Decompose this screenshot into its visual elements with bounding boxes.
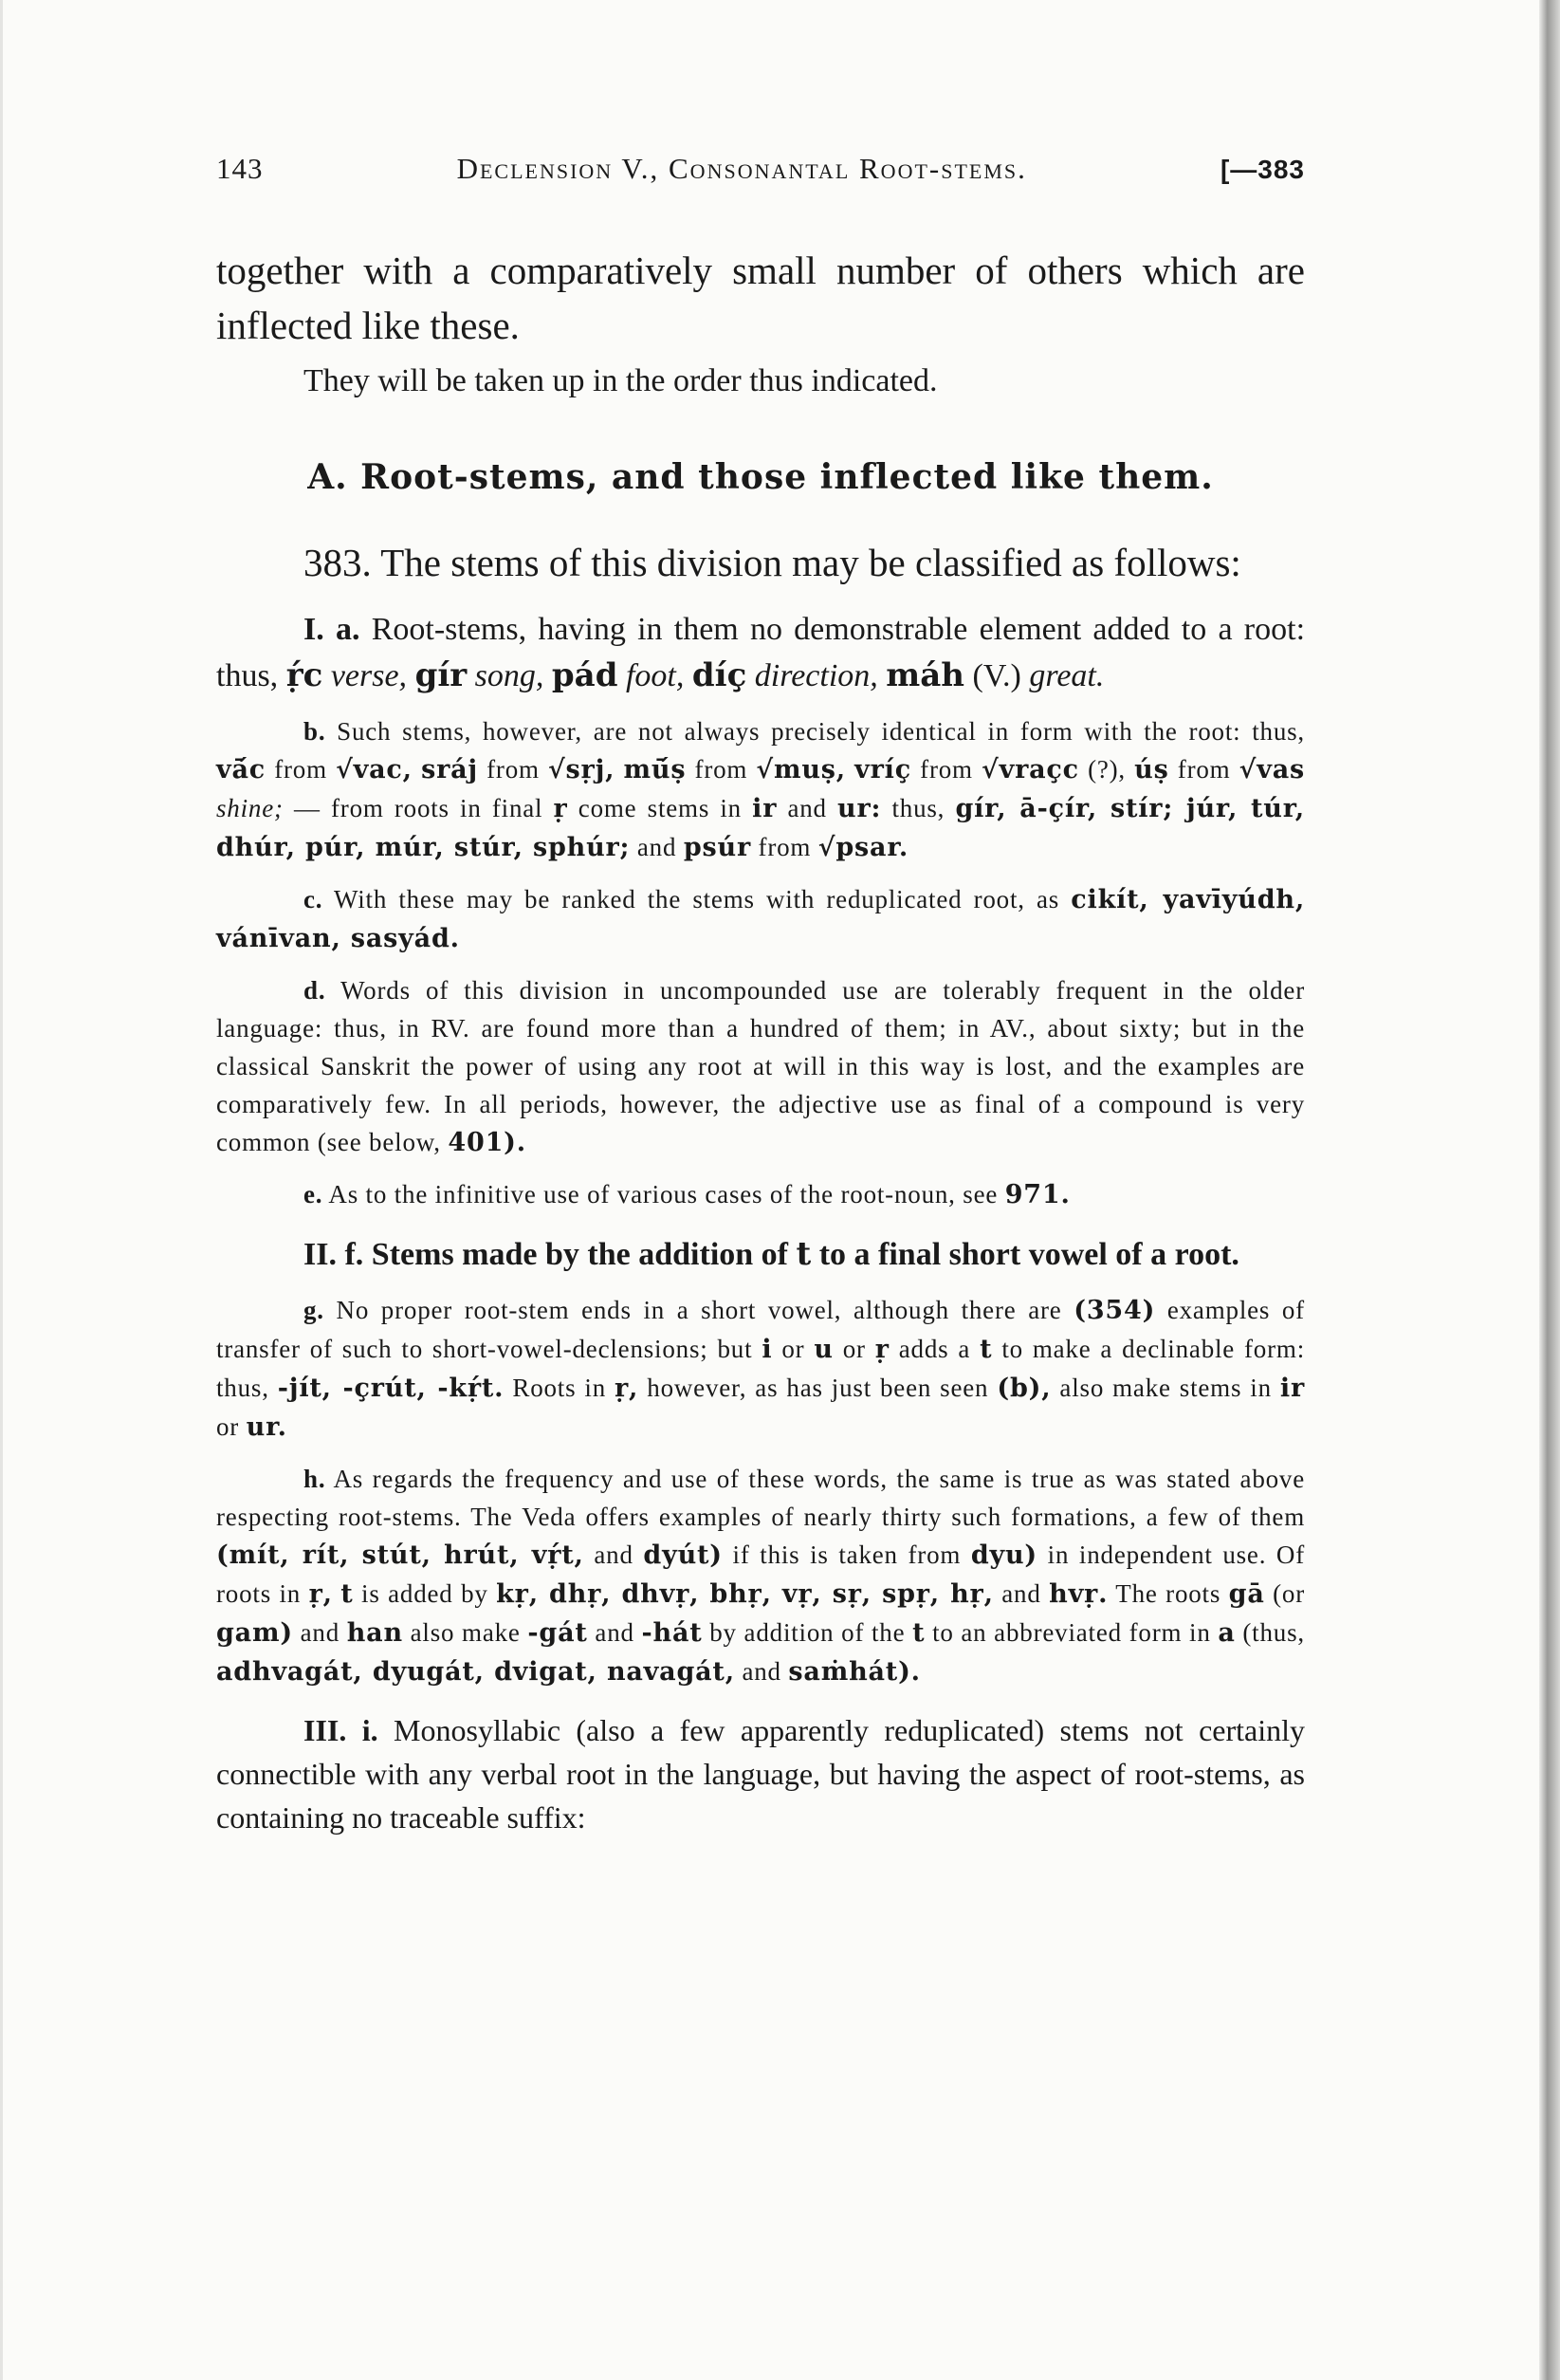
para-text: by addition of the xyxy=(709,1618,906,1647)
sanskrit-word: sráj xyxy=(421,755,478,784)
sanskrit-word-list: cikít, yavīyúdh, vánīvan, sasyád. xyxy=(216,885,1306,953)
paragraph-383: 383. The stems of this division may be classified as follows: xyxy=(303,541,1241,584)
para-text: and xyxy=(595,1618,634,1647)
para-text: or xyxy=(781,1335,805,1363)
sanskrit-root: √muṣ, xyxy=(756,755,846,784)
para-text: and xyxy=(742,1657,781,1686)
sanskrit-root: √vac, xyxy=(336,755,413,784)
para-text: and xyxy=(636,833,677,861)
cross-reference: (b), xyxy=(997,1374,1052,1403)
cross-reference: 401). xyxy=(448,1128,526,1157)
paragraph-III-i xyxy=(216,1708,1305,1839)
sanskrit-word-list: adhvagát, dyugát, dvigat, navagát, xyxy=(216,1657,735,1687)
page-number: 143 xyxy=(216,152,264,185)
para-text: and xyxy=(1001,1579,1041,1608)
para-text: and xyxy=(787,794,827,822)
para-text: No proper root-stem ends in a short vowel, although there are xyxy=(336,1296,1062,1324)
gloss: shine; xyxy=(216,794,284,822)
para-text: from xyxy=(920,755,973,784)
para-text: if this is taken from xyxy=(732,1541,962,1569)
para-text: also make xyxy=(410,1618,521,1647)
gloss: great. xyxy=(1029,658,1105,693)
sanskrit-word: mū́ṣ xyxy=(623,755,687,784)
para-text: As to the infinitive use of various cases of the root-noun, see xyxy=(328,1180,999,1208)
book-page xyxy=(216,152,1305,1839)
para-text: (?), xyxy=(1088,755,1126,784)
para-text: also make stems in xyxy=(1059,1374,1272,1402)
sanskrit-word: dyút) xyxy=(643,1541,723,1570)
paragraph-b xyxy=(216,712,1305,867)
sanskrit-letter: ṛ, xyxy=(615,1374,639,1403)
sanskrit-letter: ṛ xyxy=(874,1335,890,1364)
sanskrit-word-list: -jít, -çrút, -kṛ́t. xyxy=(277,1374,505,1403)
sanskrit-word: pád xyxy=(551,656,618,694)
para-text: from xyxy=(694,755,748,784)
sanskrit-letter: t xyxy=(980,1335,993,1364)
sanskrit-letter: t xyxy=(912,1618,926,1648)
sanskrit-word: han xyxy=(346,1618,403,1648)
section-marker: [—383 xyxy=(1220,155,1305,184)
para-text: With these may be ranked the stems with reduplicated root, as xyxy=(334,885,1060,913)
para-text: (thus, xyxy=(1242,1618,1305,1647)
para-text: come stems in xyxy=(578,794,742,822)
sanskrit-letter: t xyxy=(340,1579,354,1609)
para-text: Root-stems, having in them no demonstrable element added to a root: thus, xyxy=(216,612,1306,693)
sanskrit-word-list: (mít, rít, stút, hrút, vṛ́t, xyxy=(216,1541,584,1570)
para-text: to a final short vowel of a root. xyxy=(818,1237,1239,1272)
gloss: song, xyxy=(474,658,544,693)
para-text: to make a declinable form: thus, xyxy=(216,1335,1305,1402)
para-text: or xyxy=(216,1412,240,1441)
paragraph-e xyxy=(216,1175,1305,1214)
sanskrit-word: gā xyxy=(1228,1579,1265,1609)
sanskrit-word-list: gír, ā-çír, stír; júr, túr, dhúr, púr, múr, stúr, sphúr; xyxy=(216,794,1306,862)
para-text: Words of this division in uncompounded use are tolerably frequent in the older language: thus, in RV. are found more than a hundred of them; in AV., about sixty; but in the classical Sanskrit the power of using any root at will in this way is lost, and the examples are comparatively few. In all periods, however, the adjective use as final of a compound is very common (see below, xyxy=(216,976,1305,1156)
sanskrit-root: √psar. xyxy=(817,833,909,862)
sanskrit-word: psúr xyxy=(683,833,751,862)
sanskrit-word: gír xyxy=(414,656,468,694)
para-text: As regards the frequency and use of these words, the same is true as was stated above respecting root-stems. The Veda offers examples of nearly thirty such formations, a few of them xyxy=(216,1465,1306,1531)
gloss: foot, xyxy=(625,658,685,693)
chapter-title: Declension V., Consonantal Root-stems. xyxy=(456,152,1027,185)
sanskrit-word: ṛ́c xyxy=(285,656,323,694)
paragraph-II-f xyxy=(216,1231,1305,1278)
intro-sentence: They will be taken up in the order thus indicated. xyxy=(303,363,938,398)
para-text: or xyxy=(842,1335,866,1363)
para-text: and xyxy=(594,1541,633,1569)
sanskrit-letter: ṛ xyxy=(553,794,568,823)
paragraph-g xyxy=(216,1291,1305,1447)
para-text: — from roots in final xyxy=(294,794,543,822)
para-text: Such stems, however, are not always precisely identical in form with the root: thus, xyxy=(337,717,1305,746)
para-text: Monosyllabic (also a few apparently reduplicated) stems not certainly connectible with any verbal root in the language, but having the aspect of root-stems, as containing no traceable suffix: xyxy=(216,1713,1306,1835)
cross-reference: (354) xyxy=(1074,1296,1156,1325)
paragraph-h xyxy=(216,1460,1305,1691)
para-label: III. i. xyxy=(303,1713,378,1747)
section-heading-a: A. Root-stems, and those inflected like them. xyxy=(307,457,1214,497)
sanskrit-word: díç xyxy=(691,656,747,694)
para-text: from xyxy=(758,833,812,861)
para-text: thus, xyxy=(891,794,945,822)
para-label: h. xyxy=(303,1465,326,1493)
sanskrit-letter: ṛ, xyxy=(308,1579,333,1609)
sanskrit-word: -gát xyxy=(527,1618,588,1648)
sanskrit-letter: i xyxy=(762,1335,773,1364)
para-label: g. xyxy=(303,1296,324,1324)
para-text: from xyxy=(274,755,327,784)
sanskrit-letter: ur: xyxy=(837,794,882,823)
para-text: examples of transfer of such to short-vowel-declensions; but xyxy=(216,1296,1305,1363)
sanskrit-word: úṣ xyxy=(1134,755,1169,784)
sanskrit-word: hvṛ. xyxy=(1049,1579,1109,1609)
para-text: from xyxy=(1177,755,1231,784)
para-text: however, as has just been seen xyxy=(647,1374,989,1402)
scan-left-edge xyxy=(0,0,3,2380)
paragraph-d xyxy=(216,971,1305,1162)
sanskrit-word: gam) xyxy=(216,1618,293,1648)
para-label: c. xyxy=(303,885,323,913)
paragraph-c xyxy=(216,880,1305,958)
para-text: (or xyxy=(1273,1579,1305,1608)
para-text: The roots xyxy=(1115,1579,1221,1608)
sanskrit-word: vríç xyxy=(854,755,911,784)
intro-continuation: together with a comparatively small number of others which are inflected like these. xyxy=(216,249,1305,347)
sanskrit-letter: t xyxy=(796,1235,812,1273)
sanskrit-word: máh xyxy=(886,656,965,694)
running-header xyxy=(216,152,1305,186)
para-text: to an abbreviated form in xyxy=(932,1618,1211,1647)
sanskrit-word: -hát xyxy=(641,1618,703,1648)
para-label: e. xyxy=(303,1180,323,1208)
para-label: b. xyxy=(303,717,326,746)
para-text: in independent use. Of roots in xyxy=(216,1541,1305,1608)
sanskrit-letter: a xyxy=(1218,1618,1236,1648)
para-text: and xyxy=(300,1618,340,1647)
para-text: Roots in xyxy=(512,1374,607,1402)
para-text: (V.) xyxy=(972,658,1021,693)
para-label: d. xyxy=(303,976,326,1005)
cross-reference: 971. xyxy=(1004,1180,1071,1209)
para-label: II. f. xyxy=(303,1237,364,1272)
para-text: from xyxy=(486,755,540,784)
gloss: verse, xyxy=(330,658,408,693)
paragraph-I-a xyxy=(216,607,1305,699)
para-text: Stems made by the addition of xyxy=(371,1237,788,1272)
sanskrit-letter: ur. xyxy=(246,1412,287,1442)
para-text: is added by xyxy=(361,1579,488,1608)
sanskrit-letter: u xyxy=(814,1335,834,1364)
sanskrit-root: √vas xyxy=(1239,755,1306,784)
sanskrit-word-list: kṛ, dhṛ, dhvṛ, bhṛ, vṛ, sṛ, spṛ, hṛ, xyxy=(496,1579,994,1609)
sanskrit-word: dyu) xyxy=(970,1541,1038,1570)
sanskrit-word: saṁhát). xyxy=(788,1657,921,1687)
sanskrit-word: vā́c xyxy=(216,755,266,784)
para-label: I. a. xyxy=(303,612,360,647)
para-text: adds a xyxy=(898,1335,971,1363)
sanskrit-letter: ir xyxy=(752,794,778,823)
scan-right-edge xyxy=(1539,0,1560,2380)
sanskrit-root: √sṛj, xyxy=(548,755,615,784)
gloss: direction, xyxy=(754,658,878,693)
sanskrit-letter: ir xyxy=(1279,1374,1306,1403)
sanskrit-root: √vraçc xyxy=(982,755,1079,784)
